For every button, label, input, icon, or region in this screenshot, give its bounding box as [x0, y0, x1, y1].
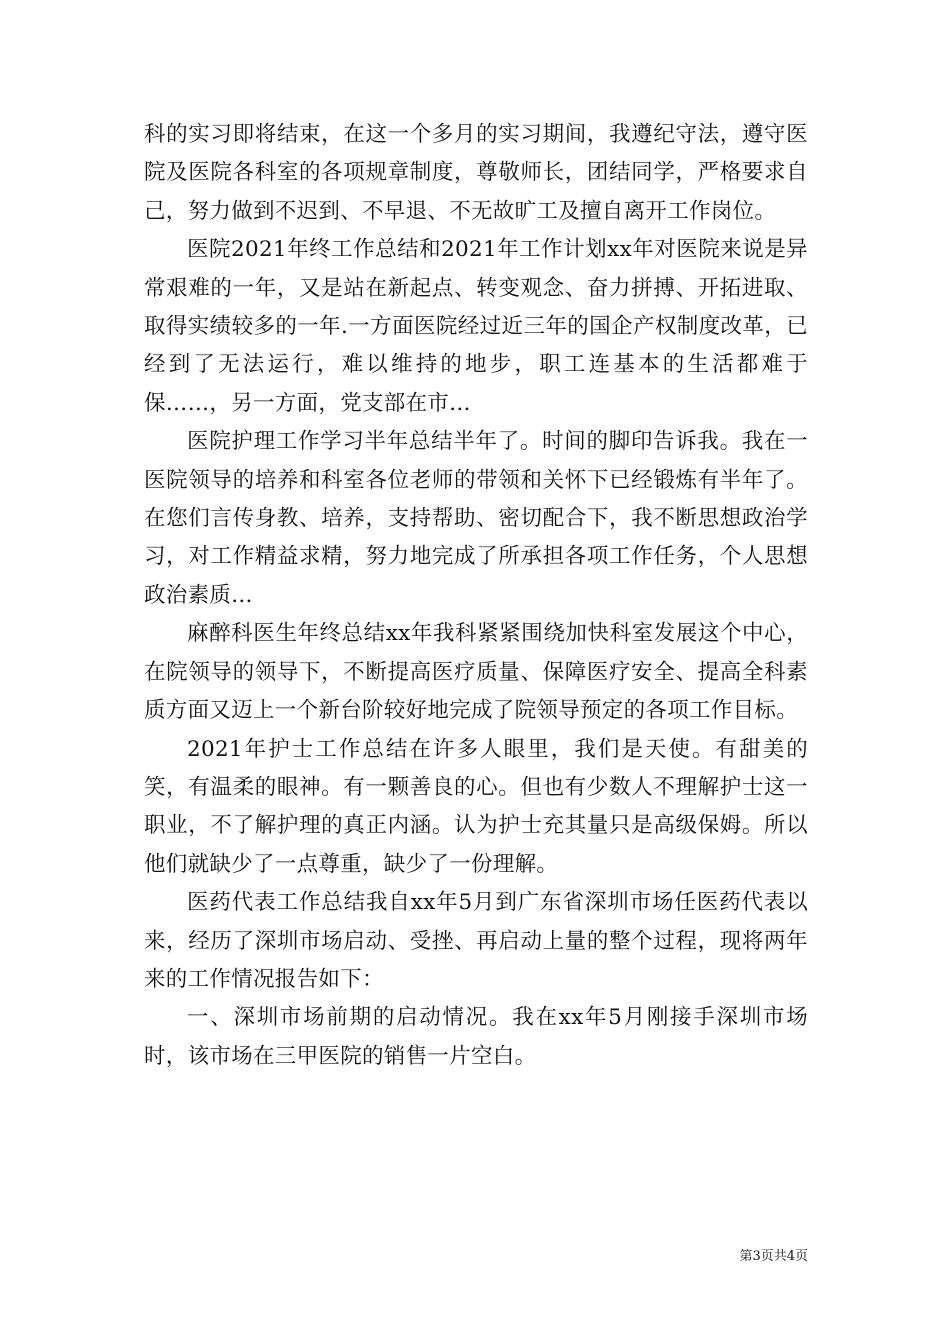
- paragraph-1: 科的实习即将结束，在这一个多月的实习期间，我遵纪守法，遵守医院及医院各科室的各项规章制度，尊敬师长，团结同学，严格要求自己，努力做到不迟到、不早退、不无故旷工及擅自离开工作岗位。: [144, 122, 808, 224]
- page-number: 第3页共4页: [739, 1249, 808, 1264]
- paragraph-2: 医院2021年终工作总结和2021年工作计划xx年对医院来说是异常艰难的一年，又是站在新起点、转变观念、奋力拼搏、开拓进取、取得实绩较多的一年.一方面医院经过近三年的国企产权制度改革，已经到了无法运行，难以维持的地步，职工连基本的生活都难于保……，另一方面，党支部在市...: [144, 237, 808, 416]
- paragraph-6: 医药代表工作总结我自xx年5月到广东省深圳市场任医药代表以来，经历了深圳市场启动、受挫、再启动上量的整个过程，现将两年来的工作情况报告如下：: [144, 890, 808, 992]
- paragraph-7: 一、深圳市场前期的启动情况。我在xx年5月刚接手深圳市场时，该市场在三甲医院的销售一片空白。: [144, 1005, 808, 1069]
- paragraph-3: 医院护理工作学习半年总结半年了。时间的脚印告诉我。我在一医院领导的培养和科室各位老师的带领和关怀下已经锻炼有半年了。在您们言传身教、培养，支持帮助、密切配合下，我不断思想政治学习，对工作精益求精，努力地完成了所承担各项工作任务，个人思想政治素质...: [144, 429, 808, 608]
- paragraph-4: 麻醉科医生年终总结xx年我科紧紧围绕加快科室发展这个中心，在院领导的领导下，不断提高医疗质量、保障医疗安全、提高全科素质方面又迈上一个新台阶较好地完成了院领导预定的各项工作目标。: [144, 621, 808, 724]
- document-body: [144, 116, 808, 1076]
- paragraph-5: 2021年护士工作总结在许多人眼里，我们是天使。有甜美的笑，有温柔的眼神。有一颗善良的心。但也有少数人不理解护士这一职业，不了解护理的真正内涵。认为护士充其量只是高级保姆。所以他们就缺少了一点尊重，缺少了一份理解。: [144, 736, 808, 877]
